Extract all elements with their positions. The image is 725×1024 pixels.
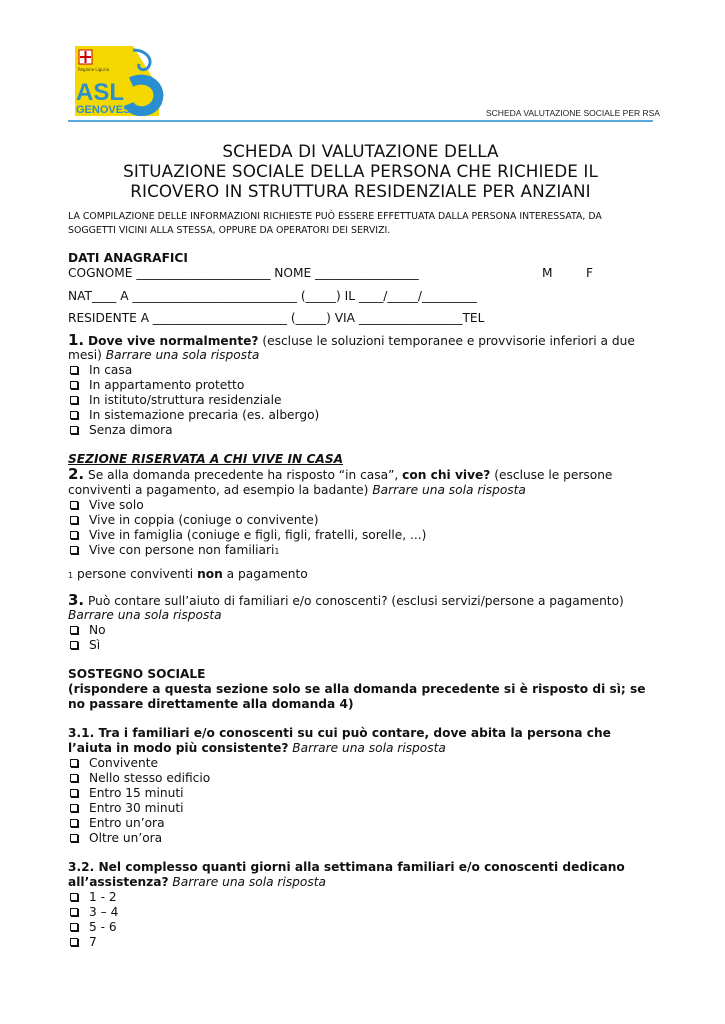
section-home-heading: SEZIONE RISERVATA A CHI VIVE IN CASA (68, 452, 344, 466)
option-in-casa[interactable]: In casa (68, 363, 319, 378)
checkbox-icon (70, 893, 78, 901)
option-si[interactable]: Sì (68, 638, 106, 653)
checkbox-icon (70, 531, 78, 539)
question-3-2-line2: all’assistenza? Barrare una sola risposta (68, 875, 326, 889)
option-3-4-giorni[interactable]: 3 – 4 (68, 905, 118, 920)
checkbox-icon (70, 546, 78, 554)
checkbox-icon (70, 626, 78, 634)
option-appartamento-protetto[interactable]: In appartamento protetto (68, 378, 319, 393)
checkbox-icon (70, 908, 78, 916)
checkbox-icon (70, 938, 78, 946)
sex-male-option[interactable]: M (542, 266, 553, 280)
checkbox-icon (70, 774, 78, 782)
option-senza-dimora[interactable]: Senza dimora (68, 423, 319, 438)
option-vive-solo[interactable]: Vive solo (68, 498, 426, 513)
option-vive-in-famiglia[interactable]: Vive in famiglia (coniuge e figli, figli, fratelli, sorelle, ...) (68, 528, 426, 543)
checkbox-icon (70, 366, 78, 374)
question-2: 2. Se alla domanda precedente ha risposto “in casa”, con chi vive? (escluse le persone (68, 465, 613, 483)
sostegno-note-line1: (rispondere a questa sezione solo se alla domanda precedente si è risposto di sì; se (68, 682, 646, 696)
svg-text:3: 3 (153, 114, 154, 115)
option-istituto[interactable]: In istituto/struttura residenziale (68, 393, 319, 408)
checkbox-icon (70, 641, 78, 649)
checkbox-icon (70, 396, 78, 404)
question-2-options (68, 498, 426, 558)
sostegno-heading: SOSTEGNO SOCIALE (68, 667, 206, 681)
checkbox-icon (70, 834, 78, 842)
sostegno-note-line2: no passare direttamente alla domanda 4) (68, 697, 354, 711)
anagrafici-heading: DATI ANAGRAFICI (68, 251, 188, 265)
footnote-1: 1 persone conviventi non a pagamento (68, 567, 308, 581)
question-1-line2: mesi) Barrare una sola risposta (68, 348, 260, 362)
question-1: 1. Dove vive normalmente? (escluse le soluzioni temporanee e provvisorie inferiori a due (68, 331, 635, 349)
option-no[interactable]: No (68, 623, 106, 638)
residence-line[interactable]: RESIDENTE A ______________________ (_____) VIA _________________TEL (68, 311, 485, 325)
option-stesso-edificio[interactable]: Nello stesso edificio (68, 771, 210, 786)
header-rule (68, 120, 653, 122)
checkbox-icon (70, 923, 78, 931)
svg-text:Regione Liguria: Regione Liguria (78, 67, 110, 72)
option-entro-15-minuti[interactable]: Entro 15 minuti (68, 786, 210, 801)
checkbox-icon (70, 516, 78, 524)
birth-line[interactable]: NAT____ A ___________________________ (_____) IL ____/_____/_________ (68, 289, 477, 303)
option-1-2-giorni[interactable]: 1 - 2 (68, 890, 118, 905)
intro-note: LA COMPILAZIONE DELLE INFORMAZIONI RICHIESTE PUÒ ESSERE EFFETTUATA DALLA PERSONA INTERESSATA, DA SOGGETTI VICINI ALLA STESSA, OPPURE DA OPERATORI DEI SERVIZI. (68, 211, 602, 236)
svg-text:ASL: ASL (76, 79, 124, 106)
option-sistemazione-precaria[interactable]: In sistemazione precaria (es. albergo) (68, 408, 319, 423)
surname-name-line[interactable]: COGNOME ______________________ NOME _________________ (68, 266, 419, 280)
question-3-options (68, 623, 106, 653)
option-oltre-un-ora[interactable]: Oltre un’ora (68, 831, 210, 846)
checkbox-icon (70, 426, 78, 434)
question-3-hint: Barrare una sola risposta (68, 608, 222, 622)
question-3-1-line2: l’aiuta in modo più consistente? Barrare una sola risposta (68, 741, 446, 755)
document-title: SCHEDA DI VALUTAZIONE DELLA SITUAZIONE SOCIALE DELLA PERSONA CHE RICHIEDE IL RICOVERO IN STRUTTURA RESIDENZIALE PER ANZIANI (123, 141, 598, 201)
option-entro-30-minuti[interactable]: Entro 30 minuti (68, 801, 210, 816)
question-3-2-options (68, 890, 118, 950)
checkbox-icon (70, 381, 78, 389)
checkbox-icon (70, 789, 78, 797)
question-3-2: 3.2. Nel complesso quanti giorni alla settimana familiari e/o conoscenti dedicano (68, 860, 625, 874)
question-2-line2: conviventi a pagamento, ad esempio la badante) Barrare una sola risposta (68, 483, 526, 497)
checkbox-icon (70, 759, 78, 767)
svg-text:GENOVESE: GENOVESE (76, 104, 138, 116)
question-1-options (68, 363, 319, 438)
option-entro-un-ora[interactable]: Entro un’ora (68, 816, 210, 831)
running-header: SCHEDA VALUTAZIONE SOCIALE PER RSA (486, 108, 660, 118)
question-3-1-options (68, 756, 210, 846)
checkbox-icon (70, 819, 78, 827)
sex-female-option[interactable]: F (586, 266, 594, 280)
option-convivente[interactable]: Convivente (68, 756, 210, 771)
question-3-1: 3.1. Tra i familiari e/o conoscenti su cui può contare, dove abita la persona che (68, 726, 611, 740)
checkbox-icon (70, 411, 78, 419)
question-3: 3. Può contare sull’aiuto di familiari e/o conoscenti? (esclusi servizi/persone a pagamento) (68, 591, 624, 609)
option-7-giorni[interactable]: 7 (68, 935, 118, 950)
asl3-genovese-logo (73, 44, 165, 116)
option-vive-con-non-familiari[interactable]: Vive con persone non familiari1 (68, 543, 426, 558)
checkbox-icon (70, 804, 78, 812)
option-vive-in-coppia[interactable]: Vive in coppia (coniuge o convivente) (68, 513, 426, 528)
option-5-6-giorni[interactable]: 5 - 6 (68, 920, 118, 935)
checkbox-icon (70, 501, 78, 509)
